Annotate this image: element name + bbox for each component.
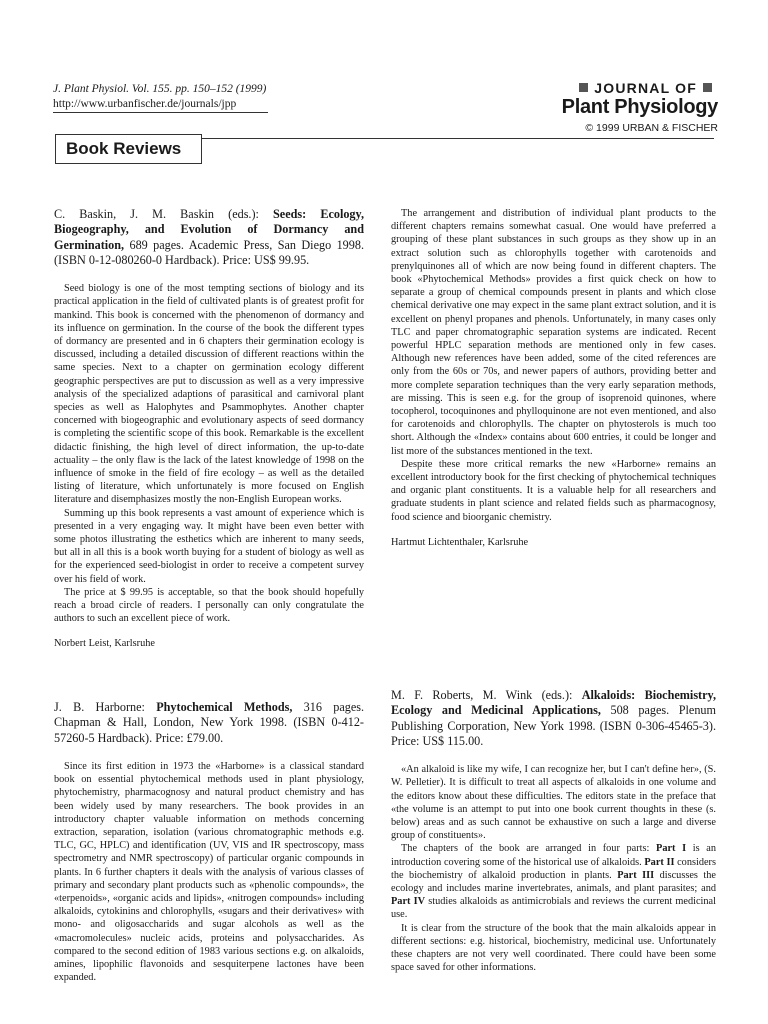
review-1-paragraph: Summing up this book represents a vast amount of experience which is presented in a very engaging way. It might have been even better with some photos illustrating the esthetics which are inherent to many seeds, but all in all this is a book worth buying for a student of biology as well as for the experienced seed-biologist in order to receive a competent survey over his field of work. [54, 507, 364, 585]
section-title: Book Reviews [55, 134, 202, 164]
section-divider [202, 138, 714, 139]
journal-citation [53, 82, 266, 112]
review-3-title: Alkaloids: Biochemistry, Ecology and Medicinal Applications, [391, 688, 716, 718]
review-1 [54, 207, 364, 651]
journal-brand-line2: Plant Physiology [561, 96, 718, 118]
review-3-paragraph: It is clear from the structure of the book that the main alkaloids appear in different sections: e.g. historical, biochemistry, medicinal use. Unfortunately these chapters are not very well coordinated. There could have been some space saved for other informations. [391, 922, 716, 974]
citation-text: J. Plant Physiol. Vol. 155. pp. 150–152 (1999) [53, 83, 267, 95]
review-1-paragraph: The price at $ 99.95 is acceptable, so that the book should hopefully reach a broad circle of readers. I personally can only congratulate the authors to such an excellent piece of work. [54, 586, 364, 625]
journal-url[interactable]: http://www.urbanfischer.de/journals/jpp [53, 98, 237, 110]
square-icon [703, 83, 712, 92]
review-1-paragraph: Seed biology is one of the most tempting sections of biology and its practical application in the field of cultivated plants is of greatest profit for mankind. This book is concerned with the phenomenon of dormancy and its influence on germination. In the course of the book the different types of dormancy are presented and in 6 chapters their germination ecology is discussed, including a detailed discussion of different reactions within the same species. Next to a chapter on germination ecology different geographic perspectives are put to discussion as well as a very impressive analysis of the specialized adaptions of parasitical and carnivoral plant species as well as Halophytes and Psammophytes. Another chapter concerned with biogeographic and evolutionary aspects of seed dormancy is completing the scientific scope of this book. Remarkable is the excellent didactic finishing, the high level of direct information, the up-to-date actuality – the only flaw is the lack of the latest knowledge of 1998 on the influence of smoke in the field of fire ecology – as well as the detailed listing of literature, which unfortunately is more focused on English literature and disemphasizes mostly the non-English European works. [54, 283, 364, 506]
review-2 [54, 700, 364, 984]
copyright-notice: © 1999 URBAN & FISCHER [585, 122, 718, 134]
review-2-heading: J. B. Harborne: Phytochemical Methods, 316 pages. Chapman & Hall, London, New York 1998. (ISBN 0-412-57260-5 Hardback). Price: £79.00. [54, 700, 365, 745]
review-2-paragraph: Since its first edition in 1973 the «Harborne» is a classical standard book on essential phytochemical methods used in plant physiology, phytochemistry, pharmacognosy and natural product chemistry and has been widely used by many researchers. The book provides in an introductory chapter valuable information on methods concerning extraction, separation, isolation (various chromatographic methods e.g. TLC, GC, HPLC) and identification (UV, VIS and IR spectroscopy, mass spectrometry and NMR spectroscopy) of particular organic compounds in plants. In 6 further chapters it deals with the analysis of various classes of primary and secondary plant products such as «phenolic compounds», the «terpenoids», «organic acids and lipids», «nitrogen compounds» including alkaloids, cytokinins and chlorophylls, «sugars and their derivatives» with mono- and oligosaccharids and sugar alcohols as well as the «macromolecules» nucleic acids, proteins and polysaccharides. As compared to the second edition of 1983 various sections e.g. on alkaloids, amines, lipophilic flavonoids and sesquiterpene lactones have been expanded. [54, 760, 364, 984]
review-3-paragraph: The chapters of the book are arranged in four parts: Part I is an introduction covering some of the historical use of alkaloids. Part II considers the biochemistry of alkaloid production in plants. Part III discusses the ecology and includes marine invertebrates, animals, and plant parasites; and Part IV studies alkaloids as antimicrobials and reviews the current medicinal use. [391, 843, 716, 921]
journal-brand-line1: JOURNAL OF [562, 80, 718, 96]
review-2-paragraph: Despite these more critical remarks the new «Harborne» remains an excellent introductory book for the first checking of phytochemical techniques and organic plant constituents. It is a valuable help for all researchers and graduate students in plant science and related fields such as pharmacognosy, food science and bioorganic chemistry. [391, 458, 716, 523]
journal-brand [562, 80, 718, 136]
review-3-paragraph: «An alkaloid is like my wife, I can recognize her, but I can't define her», (S. W. Pelletier). It is difficult to treat all aspects of alkaloids in one volume and the editors know about these difficulties. The editors state in the preface that «the volume is an attempt to put into one book current thoughts in these (s. below) areas and as such cannot be exhaustive on such a large and diverse group of constituents». [391, 764, 716, 842]
citation-divider [53, 112, 268, 113]
review-2-continued [391, 207, 716, 549]
review-1-heading: C. Baskin, J. M. Baskin (eds.): Seeds: Ecology, Biogeography, and Evolution of Dormancy and Germination, 689 pages. Academic Press, San Diego 1998. (ISBN 0-12-080260-0 Hardback). Price: US$ 99.95. [54, 207, 364, 267]
review-3-heading: M. F. Roberts, M. Wink (eds.): Alkaloids: Biochemistry, Ecology and Medicinal Applications, 508 pages. Plenum Publishing Corporation, New York 1998. (ISBN 0-306-45465-3). Price: US$ 115.00. [391, 688, 716, 748]
square-icon [579, 83, 588, 92]
review-2-signature: Hartmut Lichtenthaler, Karlsruhe [391, 536, 529, 548]
review-2-paragraph: The arrangement and distribution of individual plant products to the different chapters remains somewhat casual. One would have preferred a grouping of these plant substances in such groups as they show up in an extract solution such as chlorophylls together with carotenoids and prenylquinones all of which are now being found in different chapters. The book «Phytochemical Methods» provides a first quick check on how to separate a group of chemical compounds present in plants and which close chemical derivative one may expect in the same plant extract solution, and it is excellent on phenyl propanes and phenols. Unfortunately, in many cases only TLC and paper chromatographic separation systems are indicated. Recent powerful HPLC separation methods are mentioned only in few cases. Although new references have been added, some of the cited references are only from the 60s or 70s, and newer papers of authors, providing better and more complete separation techniques than the very early separation methods, are missing. This is seen e.g. for the group of isoprenoid quinones, where tocopherol, tocoquinones and phylloquinone are not even mentioned, and also for carotenoids and chlorophylls. The chapter on phytosterols is much too short. Although the «Index» contains about 600 entries, it could be longer and list more of the substances mentioned in the text. [391, 208, 716, 457]
review-3 [391, 688, 716, 974]
review-2-title: Phytochemical Methods, [156, 700, 293, 714]
review-1-title: Seeds: Ecology, Biogeography, and Evolution of Dormancy and Germination, [54, 207, 364, 252]
review-1-signature: Norbert Leist, Karlsruhe [54, 638, 155, 650]
